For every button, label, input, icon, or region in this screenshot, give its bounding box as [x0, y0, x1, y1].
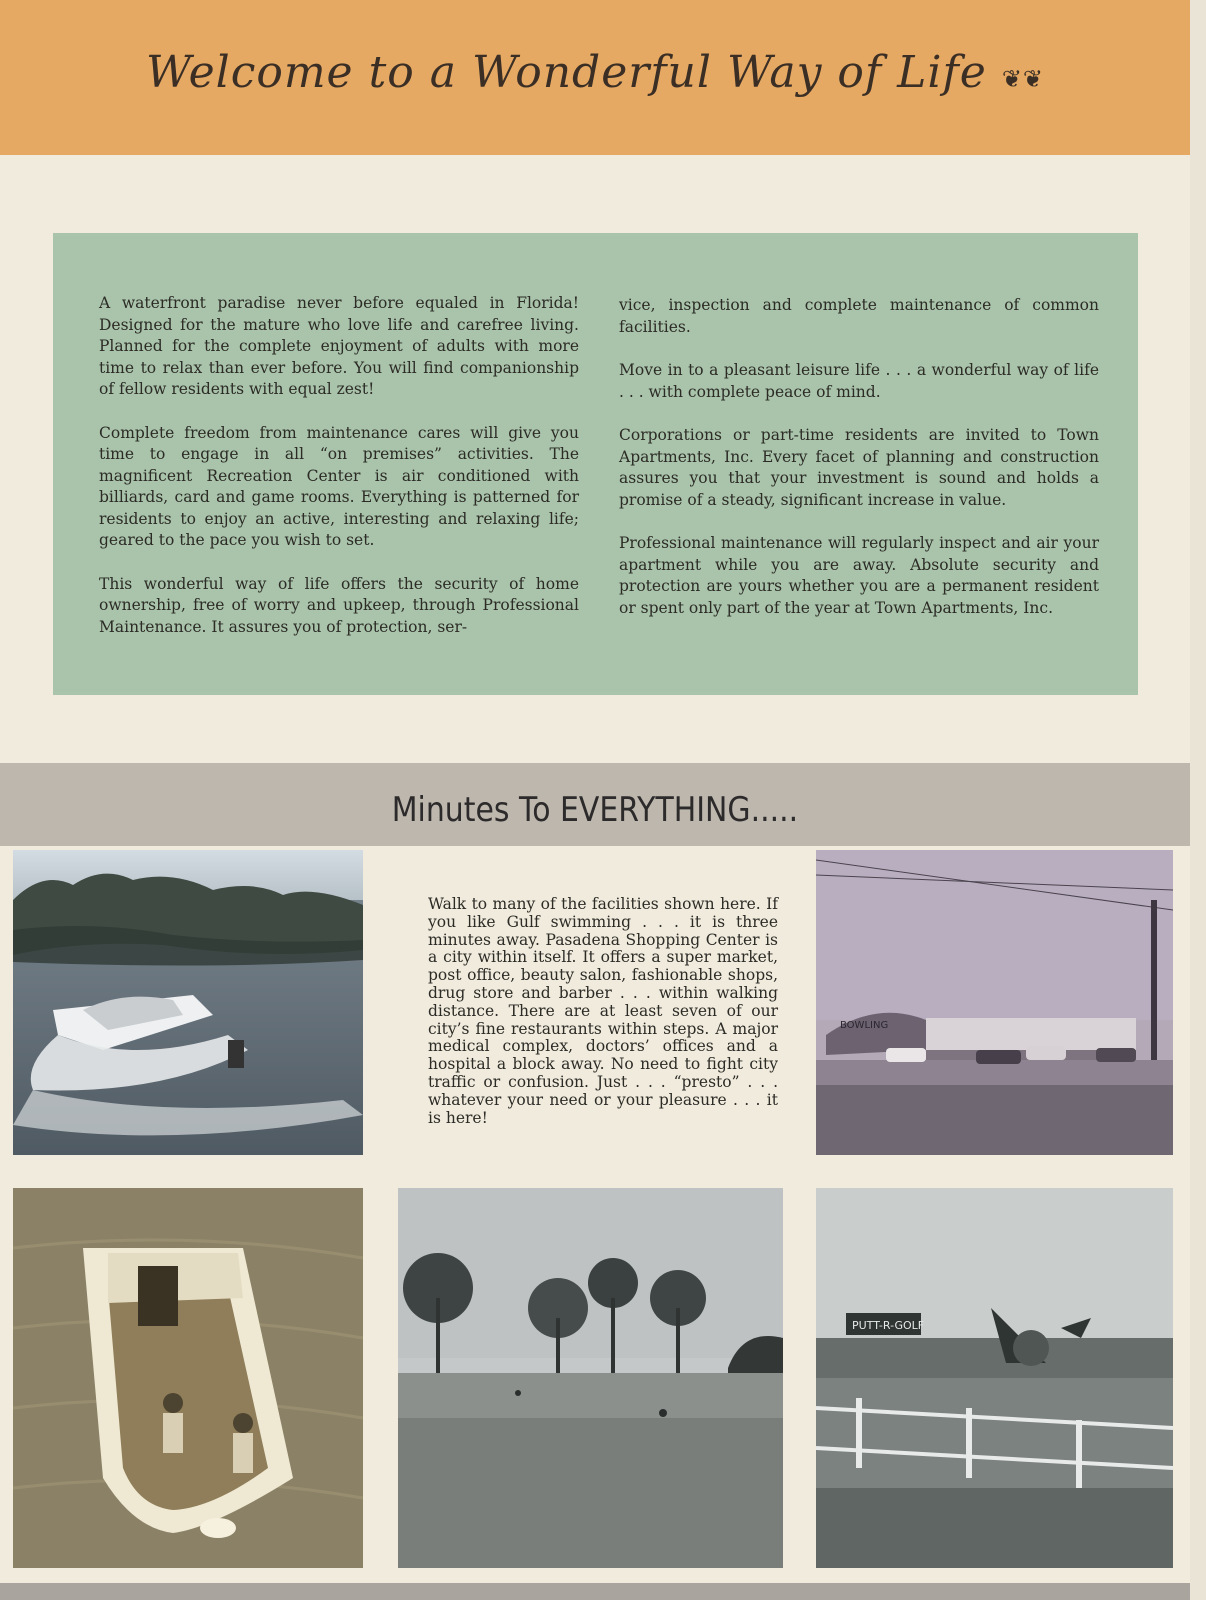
intro-paragraph: vice, inspection and complete maintenance of common facilities.: [619, 296, 1099, 336]
bowling-sign: BOWLING: [840, 1020, 889, 1031]
intro-paragraph: A waterfront paradise never before equaled in Florida! Designed for the mature who love life and carefree living. Planned for the complete enjoyment of adults with more time to relax than ever before. You will find companionship of fellow residents with equal zest!: [99, 294, 579, 398]
golf-course-photo: [398, 1188, 783, 1568]
intro-paragraph: Corporations or part-time residents are invited to Town Apartments, Inc. Every facet of planning and construction assures you that your investment is sound and holds a promise of a steady, significant increase in value.: [619, 426, 1099, 509]
bowling-center-photo: [816, 850, 1173, 1155]
header-title-text: Welcome to a Wonderful Way of Life: [145, 47, 987, 98]
section-band: [0, 763, 1190, 846]
intro-paragraph: Professional maintenance will regularly inspect and air your apartment while you are away. Absolute security and protection are yours whether you are a permanent resident or spent only part of the year at Town Apartments, Inc.: [619, 534, 1099, 617]
putt-r-golf-sign: PUTT-R-GOLF: [852, 1319, 925, 1332]
intro-paragraph: Complete freedom from maintenance cares will give you time to engage in all “on premises” activities. The magnificent Recreation Center is air conditioned with billiards, card and game rooms. Everything is patterned for residents to enjoy an active, interesting and relaxing life; geared to the pace you wish to set.: [99, 423, 579, 549]
speedboat-photo: [13, 850, 363, 1155]
fishing-boat-photo: [13, 1188, 363, 1568]
intro-right-column: [619, 295, 1099, 641]
intro-box: [53, 233, 1138, 695]
header-title: [146, 47, 1044, 98]
intro-paragraph: This wonderful way of life offers the security of home ownership, free of worry and upkeep, through Professional Maintenance. It assures you of protection, ser-: [99, 574, 579, 636]
putt-r-golf-photo: [816, 1188, 1173, 1568]
bottom-band: [0, 1583, 1190, 1600]
section-title: Minutes To EVERYTHING.....: [391, 789, 799, 830]
header-band: [0, 0, 1190, 155]
facilities-text: Walk to many of the facilities shown here. If you like Gulf swimming . . . it is three minutes away. Pasadena Shopping Center is a city within itself. It offers a super market, post office, beauty salon, fashionable shops, drug store and barber . . . within walking distance. There are at least seven of our city’s fine restaurants within steps. A major medical complex, doctors’ offices and a hospital a block away. No need to fight city traffic or confusion. Just . . . “presto” . . . whatever your need or your pleasure . . . it is here!: [428, 895, 778, 1127]
intro-paragraph: Move in to a pleasant leisure life . . . a wonderful way of life . . . with complete peace of mind.: [619, 361, 1099, 401]
intro-left-column: [99, 293, 579, 660]
ornament-icon: ❦❦: [1001, 65, 1045, 93]
